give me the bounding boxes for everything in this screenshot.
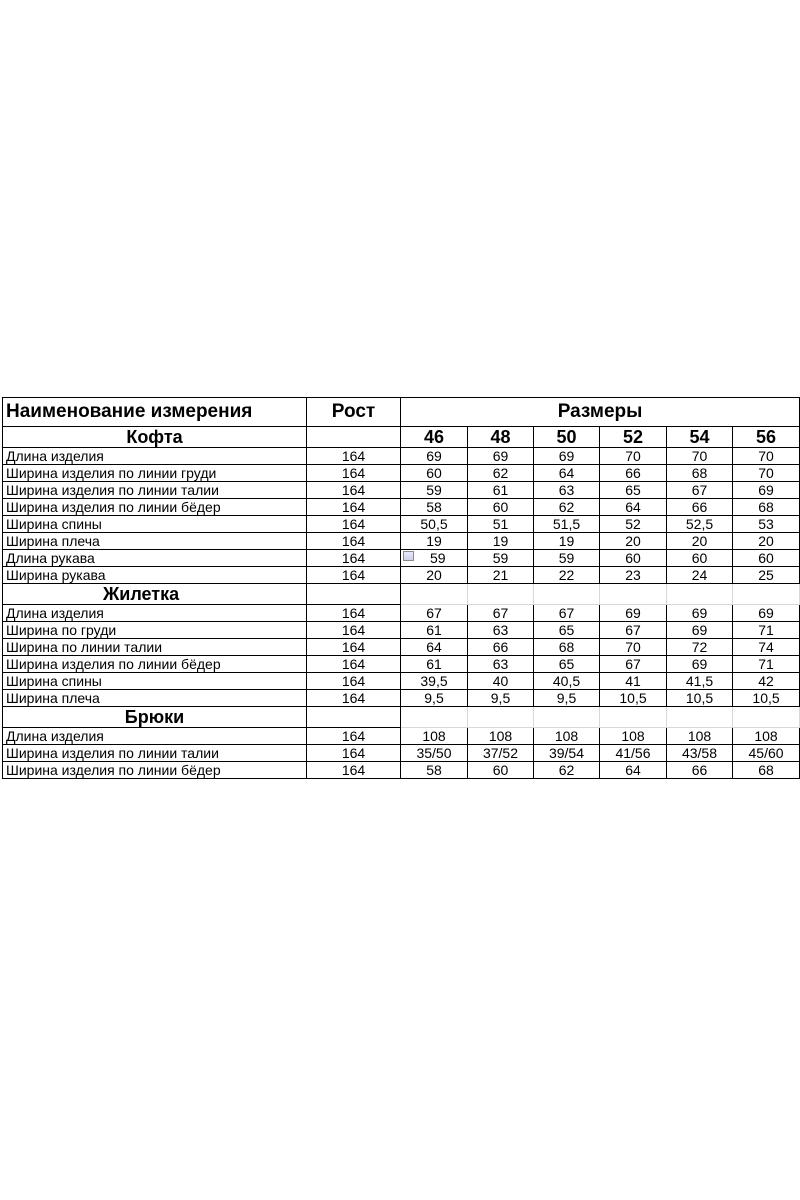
measurement-name: Ширина изделия по линии бёдер <box>3 762 307 779</box>
size-chart-table <box>2 397 800 779</box>
size-value: 66 <box>600 465 667 482</box>
size-value: 24 <box>667 567 733 584</box>
size-value: 50,5 <box>401 516 468 533</box>
size-value: 64 <box>600 499 667 516</box>
size-value: 72 <box>667 639 733 656</box>
size-value: 59 <box>401 482 468 499</box>
size-value: 19 <box>534 533 600 550</box>
size-label: 52 <box>600 427 667 448</box>
table-row <box>3 465 800 482</box>
table-row <box>3 673 800 690</box>
size-value: 41 <box>600 673 667 690</box>
size-value: 65 <box>534 656 600 673</box>
size-value: 67 <box>534 605 600 622</box>
size-value: 62 <box>468 465 534 482</box>
section-empty-cell <box>401 707 468 728</box>
section-title: Кофта <box>3 427 307 448</box>
size-value: 52 <box>600 516 667 533</box>
table-row <box>3 482 800 499</box>
measurement-name: Ширина плеча <box>3 533 307 550</box>
section-empty-cell <box>600 584 667 605</box>
section-title: Жилетка <box>3 584 307 605</box>
header-height: Рост <box>307 398 401 427</box>
table-header-row <box>3 398 800 427</box>
size-value: 70 <box>600 639 667 656</box>
size-value: 25 <box>733 567 800 584</box>
header-sizes: Размеры <box>401 398 800 427</box>
size-value: 37/52 <box>468 745 534 762</box>
size-value: 65 <box>600 482 667 499</box>
size-value: 66 <box>667 499 733 516</box>
size-value: 67 <box>600 622 667 639</box>
section-empty-cell <box>667 584 733 605</box>
size-value: 58 <box>401 499 468 516</box>
size-value: 68 <box>733 499 800 516</box>
size-value: 52,5 <box>667 516 733 533</box>
size-value: 74 <box>733 639 800 656</box>
section-empty-cell <box>534 707 600 728</box>
height-value: 164 <box>307 516 401 533</box>
size-value: 69 <box>401 448 468 465</box>
size-value: 71 <box>733 622 800 639</box>
size-value: 60 <box>401 465 468 482</box>
height-value: 164 <box>307 745 401 762</box>
section-empty-cell <box>468 707 534 728</box>
measurement-name: Ширина рукава <box>3 567 307 584</box>
height-value: 164 <box>307 533 401 550</box>
height-value: 164 <box>307 673 401 690</box>
size-value: 67 <box>401 605 468 622</box>
spreadsheet-cell-icon <box>403 551 414 561</box>
size-value: 69 <box>600 605 667 622</box>
table-row <box>3 745 800 762</box>
size-value: 20 <box>667 533 733 550</box>
table-row <box>3 550 800 567</box>
size-value: 19 <box>468 533 534 550</box>
size-value: 68 <box>667 465 733 482</box>
measurement-name: Длина изделия <box>3 448 307 465</box>
table-row <box>3 605 800 622</box>
size-value: 39/54 <box>534 745 600 762</box>
size-value: 10,5 <box>600 690 667 707</box>
size-value: 63 <box>534 482 600 499</box>
size-value: 108 <box>534 728 600 745</box>
size-value: 108 <box>401 728 468 745</box>
height-value: 164 <box>307 605 401 622</box>
section-empty-cell <box>534 584 600 605</box>
measurement-name: Ширина спины <box>3 673 307 690</box>
section-empty-cell <box>600 707 667 728</box>
height-value: 164 <box>307 567 401 584</box>
height-value: 164 <box>307 639 401 656</box>
size-value: 66 <box>468 639 534 656</box>
size-value: 108 <box>468 728 534 745</box>
height-value: 164 <box>307 728 401 745</box>
size-value: 22 <box>534 567 600 584</box>
size-value: 69 <box>733 482 800 499</box>
size-value: 58 <box>401 762 468 779</box>
measurement-name: Ширина изделия по линии бёдер <box>3 499 307 516</box>
measurement-name: Ширина по груди <box>3 622 307 639</box>
size-label: 54 <box>667 427 733 448</box>
size-value: 64 <box>534 465 600 482</box>
size-label: 50 <box>534 427 600 448</box>
size-value: 63 <box>468 622 534 639</box>
size-value: 19 <box>401 533 468 550</box>
size-value: 39,5 <box>401 673 468 690</box>
size-value: 69 <box>667 605 733 622</box>
section-empty-cell <box>733 584 800 605</box>
size-value: 51,5 <box>534 516 600 533</box>
size-value: 65 <box>534 622 600 639</box>
measurement-name: Ширина изделия по линии бёдер <box>3 656 307 673</box>
size-value: 69 <box>468 448 534 465</box>
size-value: 69 <box>534 448 600 465</box>
size-value: 67 <box>468 605 534 622</box>
measurement-name: Ширина изделия по линии талии <box>3 482 307 499</box>
size-value: 59 <box>468 550 534 567</box>
size-value: 42 <box>733 673 800 690</box>
size-value: 67 <box>600 656 667 673</box>
size-value: 59 <box>534 550 600 567</box>
section-empty-cell <box>468 584 534 605</box>
section-header-row <box>3 707 800 728</box>
size-value: 41,5 <box>667 673 733 690</box>
size-value: 60 <box>468 762 534 779</box>
size-value: 23 <box>600 567 667 584</box>
size-value: 9,5 <box>468 690 534 707</box>
table-row <box>3 690 800 707</box>
height-value: 164 <box>307 762 401 779</box>
size-value: 70 <box>733 465 800 482</box>
size-value: 71 <box>733 656 800 673</box>
header-measurement-name: Наименование измерения <box>3 398 307 427</box>
size-value: 64 <box>600 762 667 779</box>
size-value: 62 <box>534 499 600 516</box>
measurement-name: Ширина изделия по линии груди <box>3 465 307 482</box>
table-row <box>3 448 800 465</box>
measurement-name: Ширина плеча <box>3 690 307 707</box>
measurement-name: Длина изделия <box>3 728 307 745</box>
measurement-name: Ширина спины <box>3 516 307 533</box>
size-value: 10,5 <box>733 690 800 707</box>
size-value: 64 <box>401 639 468 656</box>
size-value: 40 <box>468 673 534 690</box>
size-value: 70 <box>667 448 733 465</box>
table-row <box>3 533 800 550</box>
size-value: 35/50 <box>401 745 468 762</box>
height-value: 164 <box>307 499 401 516</box>
height-value: 164 <box>307 690 401 707</box>
size-value: 10,5 <box>667 690 733 707</box>
table-row <box>3 762 800 779</box>
size-value: 20 <box>401 567 468 584</box>
size-value: 60 <box>733 550 800 567</box>
section-header-row <box>3 427 800 448</box>
size-value: 53 <box>733 516 800 533</box>
size-value: 68 <box>733 762 800 779</box>
size-value: 60 <box>667 550 733 567</box>
size-value: 43/58 <box>667 745 733 762</box>
size-label: 48 <box>468 427 534 448</box>
size-value: 40,5 <box>534 673 600 690</box>
measurement-name: Длина рукава <box>3 550 307 567</box>
height-value: 164 <box>307 482 401 499</box>
section-height-cell <box>307 584 401 605</box>
section-header-row <box>3 584 800 605</box>
size-value: 70 <box>600 448 667 465</box>
section-empty-cell <box>401 584 468 605</box>
size-value: 9,5 <box>401 690 468 707</box>
section-height-cell <box>307 427 401 448</box>
size-value-text: 59 <box>430 550 446 566</box>
table-row <box>3 656 800 673</box>
size-label: 46 <box>401 427 468 448</box>
table-row <box>3 622 800 639</box>
size-value: 62 <box>534 762 600 779</box>
table-row <box>3 499 800 516</box>
size-value: 21 <box>468 567 534 584</box>
section-height-cell <box>307 707 401 728</box>
size-value: 69 <box>733 605 800 622</box>
section-empty-cell <box>667 707 733 728</box>
size-value: 41/56 <box>600 745 667 762</box>
size-value: 51 <box>468 516 534 533</box>
size-value: 69 <box>667 656 733 673</box>
table-row <box>3 567 800 584</box>
size-label: 56 <box>733 427 800 448</box>
size-value: 108 <box>600 728 667 745</box>
size-value: 61 <box>468 482 534 499</box>
size-value: 61 <box>401 622 468 639</box>
section-title: Брюки <box>3 707 307 728</box>
table-row <box>3 728 800 745</box>
table-row <box>3 516 800 533</box>
height-value: 164 <box>307 465 401 482</box>
size-value: 108 <box>733 728 800 745</box>
size-value: 63 <box>468 656 534 673</box>
size-value <box>401 550 468 567</box>
size-value: 20 <box>600 533 667 550</box>
size-value: 66 <box>667 762 733 779</box>
size-value: 9,5 <box>534 690 600 707</box>
size-value: 20 <box>733 533 800 550</box>
size-value: 67 <box>667 482 733 499</box>
table-row <box>3 639 800 656</box>
size-value: 60 <box>468 499 534 516</box>
size-value: 68 <box>534 639 600 656</box>
height-value: 164 <box>307 550 401 567</box>
size-value: 61 <box>401 656 468 673</box>
section-empty-cell <box>733 707 800 728</box>
size-value: 60 <box>600 550 667 567</box>
measurement-name: Ширина по линии талии <box>3 639 307 656</box>
size-value: 70 <box>733 448 800 465</box>
measurement-name: Длина изделия <box>3 605 307 622</box>
measurement-name: Ширина изделия по линии талии <box>3 745 307 762</box>
size-value: 108 <box>667 728 733 745</box>
size-value: 69 <box>667 622 733 639</box>
size-value: 45/60 <box>733 745 800 762</box>
height-value: 164 <box>307 656 401 673</box>
height-value: 164 <box>307 622 401 639</box>
height-value: 164 <box>307 448 401 465</box>
